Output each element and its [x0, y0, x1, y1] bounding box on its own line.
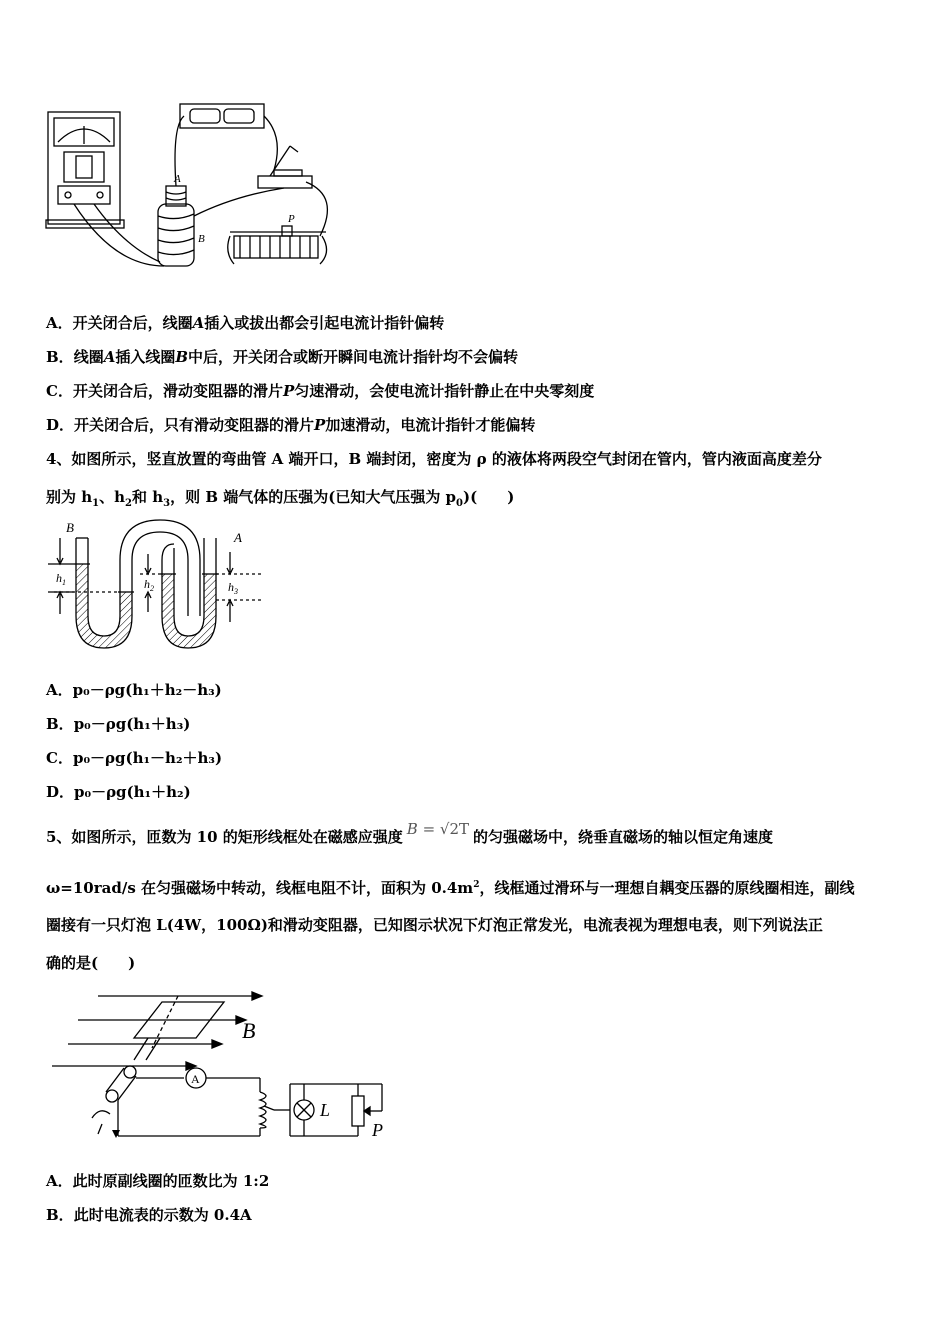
option-text: 此时原副线圈的匝数比为 1:2 [72, 1172, 270, 1190]
q4-stem-line1: 4、如图所示，竖直放置的弯曲管 A 端开口，B 端封闭，密度为 ρ 的液体将两段空气封闭在管内，管内液面高度差分 [46, 450, 822, 468]
q4-option-b [46, 713, 190, 734]
q4-option-a [46, 679, 222, 700]
option-text: p₀－ρg(h₁＋h₂) [74, 783, 191, 801]
subscript: 0 [456, 498, 463, 509]
q5-fig-rheostat: P [372, 1120, 383, 1140]
option-text: 插入线圈 [115, 348, 176, 366]
stem-text: 的匀强磁场中，绕垂直磁场的轴以恒定角速度 [473, 828, 774, 846]
q5-option-a [46, 1170, 269, 1191]
q4-tube-figure [44, 518, 274, 658]
option-label: B． [46, 1206, 74, 1224]
option-text: 插入或拔出都会引起电流计指针偏转 [204, 314, 445, 332]
option-label: C． [46, 382, 73, 400]
option-var: B [175, 348, 189, 366]
formula-var: B [406, 820, 418, 838]
q3-fig-label-a: A [174, 173, 181, 185]
stem-text: ，线框通过滑环与一理想自耦变压器的原线圈相连，副线 [479, 879, 855, 897]
q3-option-a [46, 312, 444, 333]
q3-figure [44, 96, 344, 276]
q3-option-d [46, 414, 535, 435]
q5-circuit-figure [48, 988, 398, 1148]
option-text: 开关闭合后，线圈 [72, 314, 193, 332]
q4-option-c [46, 747, 222, 768]
q3-option-b [46, 346, 518, 367]
superscript: 2 [473, 880, 480, 890]
option-var: A [192, 314, 205, 332]
q5-stem-line3: 圈接有一只灯泡 L(4W，100Ω)和滑动变阻器，已知图示状况下灯泡正常发光，电流表视为理想电表，则下列说法正 [46, 916, 823, 934]
formula-unit: T [459, 820, 470, 838]
option-text: 此时电流表的示数为 0.4A [73, 1206, 252, 1224]
q4-fig-label-b: B [66, 520, 74, 535]
option-text: 匀速滑动，会使电流计指针静止在中央零刻度 [294, 382, 595, 400]
option-label: A． [46, 681, 73, 699]
subscript: 1 [92, 498, 100, 509]
option-var: P [314, 416, 326, 434]
option-text: 加速滑动，电流计指针才能偏转 [325, 416, 536, 434]
q5-stem-line1 [46, 820, 774, 847]
subscript: 2 [125, 498, 132, 509]
formula-op: = [417, 820, 440, 838]
formula-sqrt: √2 [439, 820, 460, 838]
option-label: B． [46, 348, 74, 366]
option-text: 线圈 [73, 348, 104, 366]
q5-stem-line4: 确的是( ) [46, 954, 136, 972]
q4-fig-h3: $h_3$ [228, 580, 238, 596]
stem-text: 和 h [131, 488, 164, 506]
option-text: 开关闭合后，只有滑动变阻器的滑片 [74, 416, 315, 434]
q3-option-c [46, 380, 594, 401]
option-text: 中后，开关闭合或断开瞬间电流计指针均不会偏转 [188, 348, 519, 366]
option-var: A [103, 348, 116, 366]
q5-fig-lamp: L [320, 1100, 331, 1120]
stem-text: ，则 B 端气体的压强为(已知大气压强为 p [170, 488, 457, 506]
option-text: 开关闭合后，滑动变阻器的滑片 [72, 382, 283, 400]
q5-fig-label-b: B [242, 1018, 256, 1043]
option-text: p₀－ρg(h₁＋h₃) [73, 715, 191, 733]
formula-b-field [407, 820, 469, 838]
option-label: C． [46, 749, 73, 767]
stem-text: 5、如图所示，匝数为 10 的矩形线框处在磁感应强度 [46, 828, 403, 846]
q4-fig-h1: $h_1$ [56, 571, 66, 587]
q4-fig-h2: $h_2$ [144, 577, 154, 593]
q4-option-d [46, 781, 191, 802]
option-text: p₀－ρg(h₁＋h₂－h₃) [72, 681, 222, 699]
q5-option-b [46, 1204, 252, 1225]
option-label: A． [46, 314, 73, 332]
q4-fig-label-a: A [234, 530, 242, 545]
q3-fig-label-p: P [288, 213, 295, 225]
q5-fig-ammeter: A [191, 1072, 200, 1086]
option-label: B． [46, 715, 74, 733]
q4-stem-line2 [46, 486, 514, 509]
option-label: D． [46, 783, 75, 801]
option-label: A． [46, 1172, 73, 1190]
q5-stem-line2 [46, 877, 854, 898]
stem-text: 别为 h [46, 488, 93, 506]
stem-text: )( ) [463, 488, 515, 506]
option-var: P [282, 382, 295, 400]
option-label: D． [46, 416, 75, 434]
subscript: 3 [163, 498, 171, 509]
option-text: p₀－ρg(h₁－h₂＋h₃) [72, 749, 223, 767]
q3-fig-label-b: B [198, 233, 205, 245]
stem-text: 、h [99, 488, 126, 506]
stem-text: ω=10rad/s 在匀强磁场中转动，线框电阻不计，面积为 0.4m [46, 879, 474, 897]
